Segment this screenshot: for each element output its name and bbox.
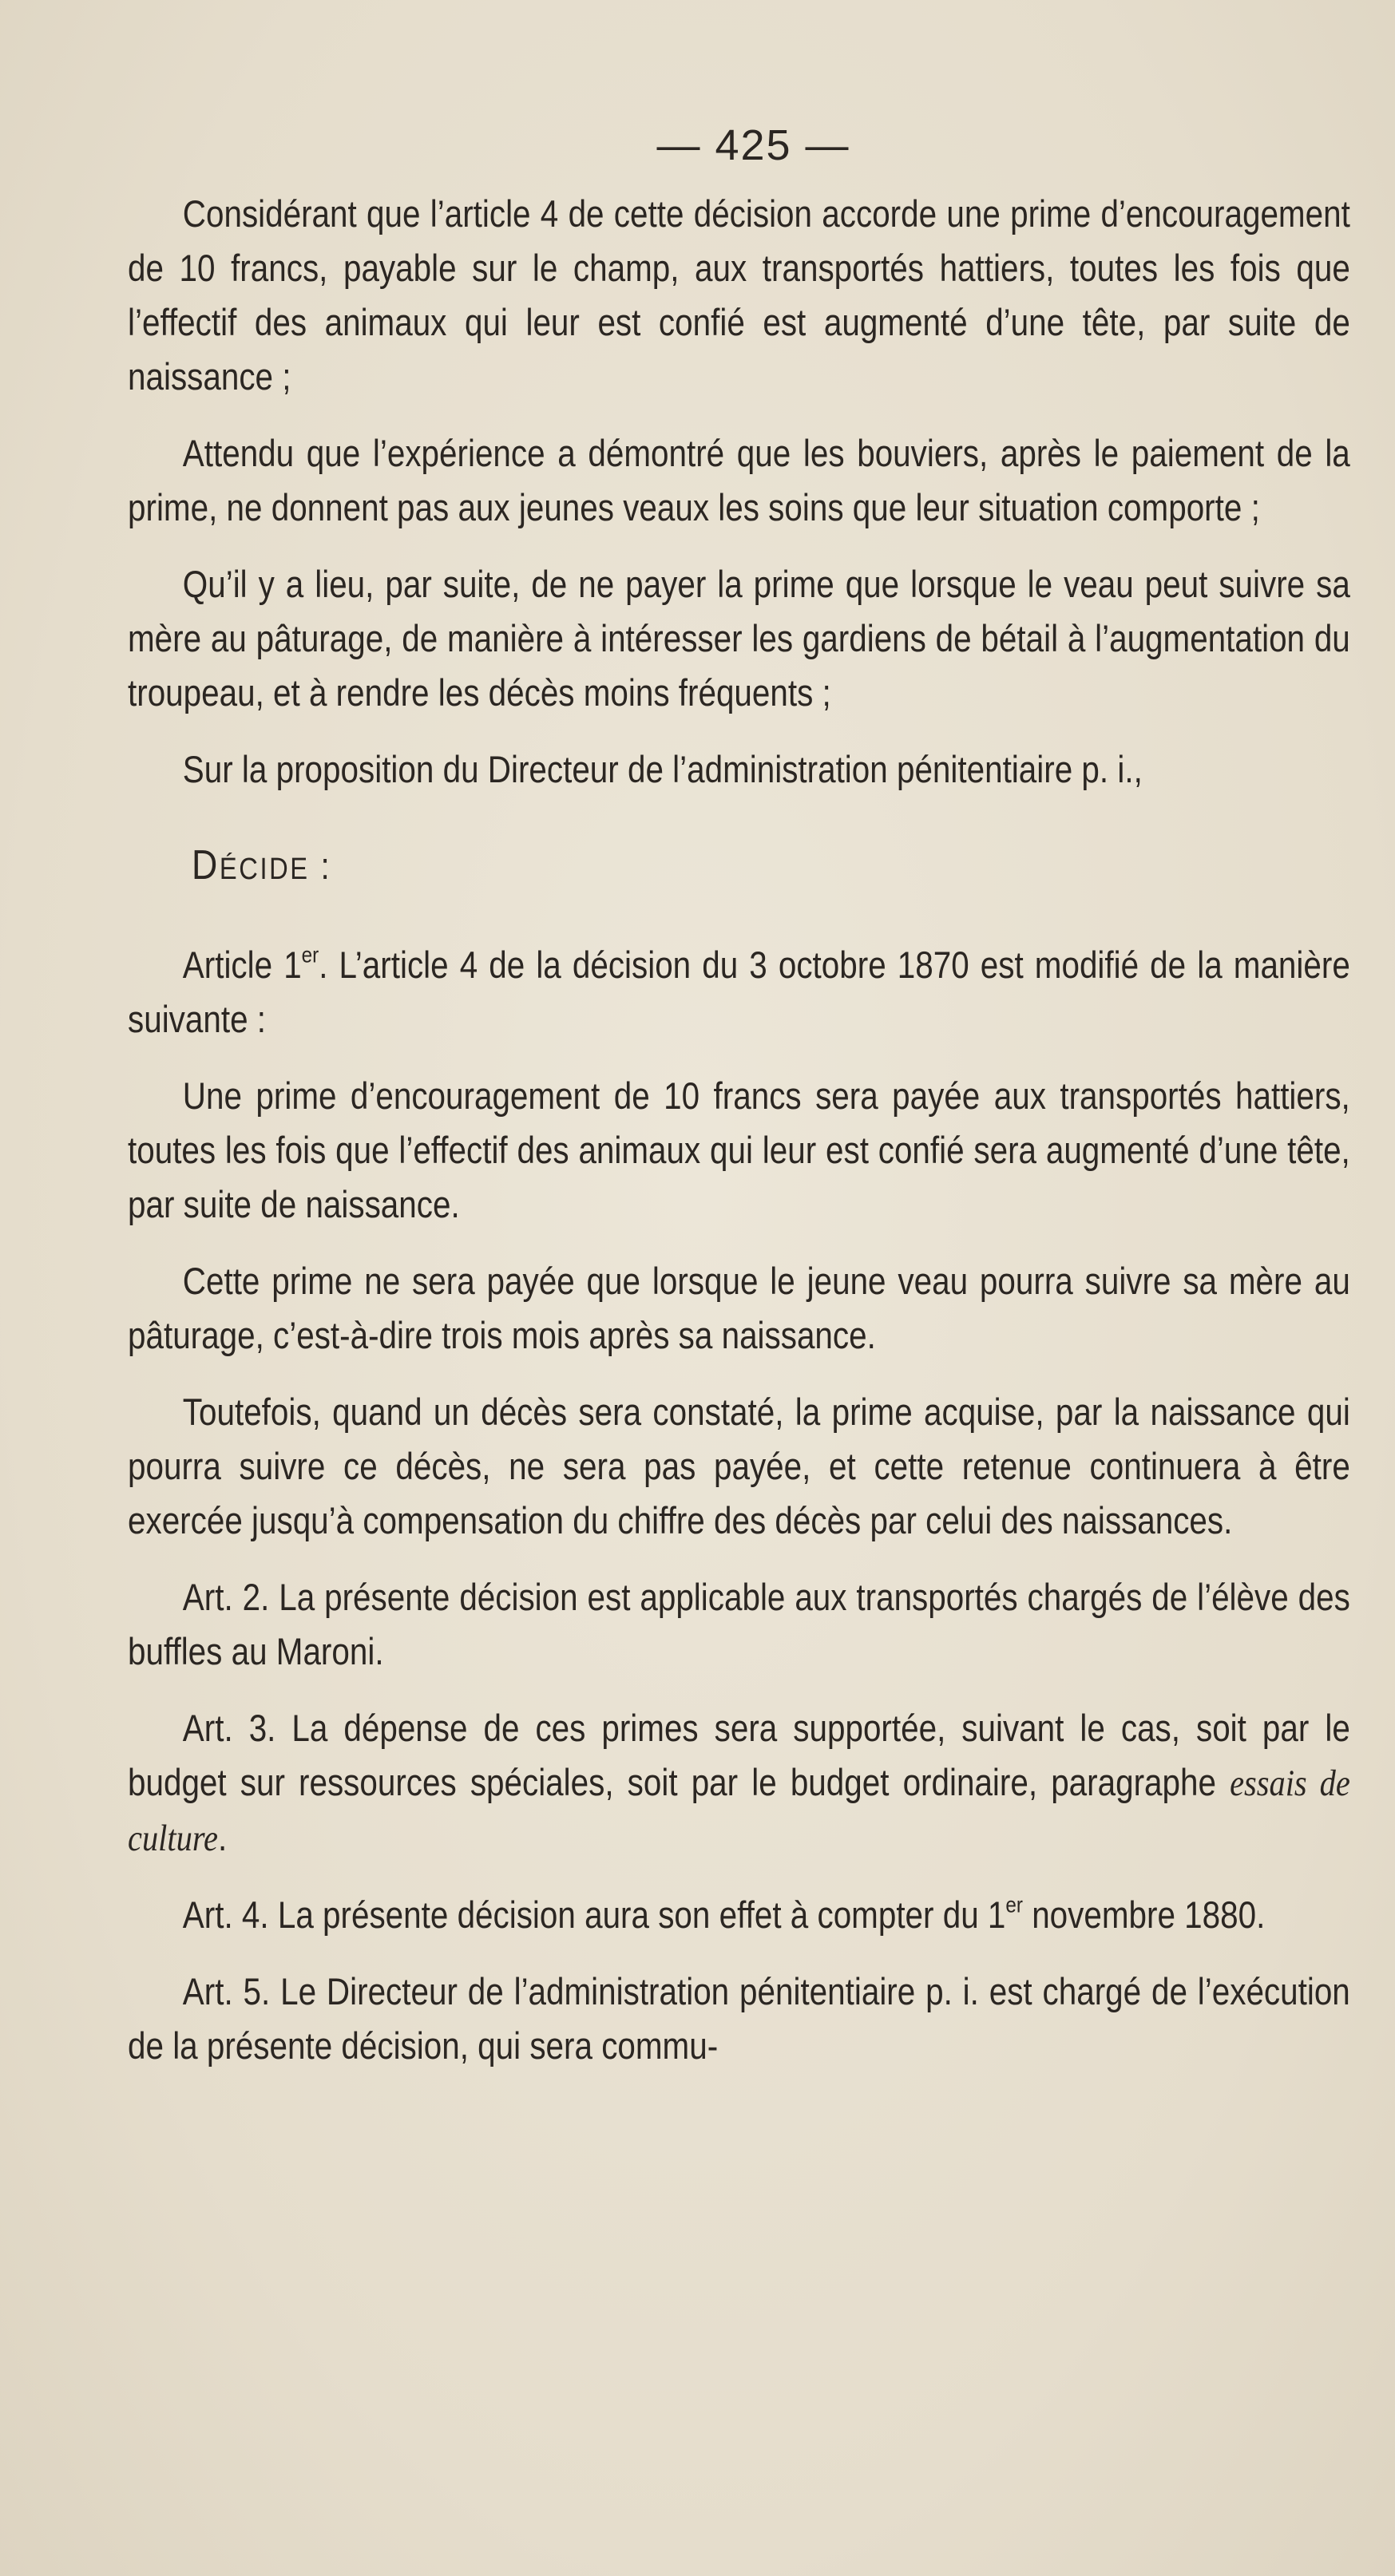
article-4 <box>128 1888 1350 1942</box>
paragraph-proposition: Sur la proposition du Directeur de l’administration pénitentiaire p. i., <box>182 748 1143 790</box>
article-1-text: . L’article 4 de la décision du 3 octobre 1870 est modifié de la manière suivante : <box>128 944 1350 1040</box>
decide-colon: : <box>309 845 332 887</box>
page-number: — 425 — <box>656 121 850 169</box>
decide-initial: D <box>192 842 220 888</box>
decide-rest: ÉCIDE <box>219 853 310 886</box>
article-4-sup: er <box>1005 1891 1023 1917</box>
article-2: Art. 2. La présente décision est applicable aux transportés chargés de l’élève des buffles au Maroni. <box>128 1576 1350 1672</box>
article-3-italic: essais de culture <box>128 1763 1350 1859</box>
paragraph-considerant: Considérant que l’article 4 de cette décision accorde une prime d’encouragement de 10 francs, payable sur le champ, aux transportés hattiers, toutes les fois que l’effectif des animaux qui leur est confié est augmenté d’une tête, par suite de naissance ; <box>128 192 1350 398</box>
paragraph-quil-y-a-lieu: Qu’il y a lieu, par suite, de ne payer la prime que lorsque le veau peut suivre sa mère au pâturage, de manière à intéresser les gardiens de bétail à l’augmentation du troupeau, et à rendre les décès moins fréquents ; <box>128 563 1350 714</box>
article-4-text: Art. 4. La présente décision aura son effet à compter du 1 <box>182 1893 1006 1936</box>
paragraph-une-prime: Une prime d’encouragement de 10 francs sera payée aux transportés hattiers, toutes les fois que l’effectif des animaux qui leur est confié sera augmenté d’une tête, par suite de naissance. <box>128 1074 1350 1225</box>
paragraph-toutefois: Toutefois, quand un décès sera constaté, la prime acquise, par la naissance qui pourra suivre ce décès, ne sera pas payée, et cette retenue continuera à être exercée jusqu’à compensation du chiffre des décès par celui des naissances. <box>128 1391 1350 1541</box>
article-3-end: . <box>217 1816 228 1858</box>
paragraph-cette-prime: Cette prime ne sera payée que lorsque le jeune veau pourra suivre sa mère au pâturage, c’est-à-dire trois mois après sa naissance. <box>128 1260 1350 1356</box>
article-3 <box>128 1701 1350 1866</box>
article-3-text: Art. 3. La dépense de ces primes sera supportée, suivant le cas, soit par le budget sur ressources spéciales, soit par le budget ordinaire, paragraphe <box>128 1707 1350 1803</box>
article-1 <box>128 938 1350 1047</box>
paragraph-attendu: Attendu que l’expérience a démontré que les bouviers, après le paiement de la prime, ne donnent pas aux jeunes veaux les soins que leur situation comporte ; <box>128 432 1350 528</box>
article-1-sup: er <box>301 941 319 967</box>
article-4-end: novembre 1880. <box>1022 1893 1266 1936</box>
article-5: Art. 5. Le Directeur de l’administration pénitentiaire p. i. est chargé de l’exécution de la présente décision, qui sera commu- <box>128 1970 1350 2067</box>
decide-heading <box>192 838 1185 896</box>
article-1-prefix: Article 1 <box>182 944 302 986</box>
